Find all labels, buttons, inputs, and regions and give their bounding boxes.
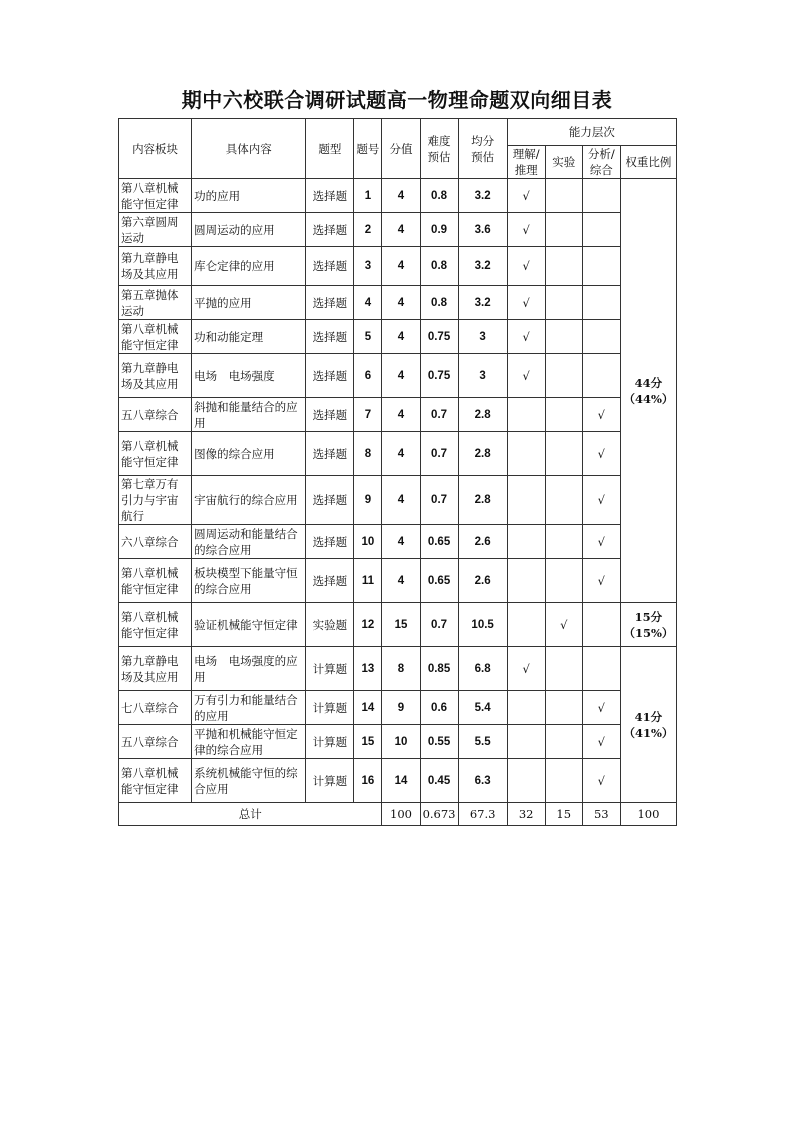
block-cell: 第九章静电场及其应用 bbox=[119, 354, 192, 398]
experiment-cell bbox=[545, 525, 582, 559]
type-cell: 计算题 bbox=[306, 759, 354, 803]
content-cell: 万有引力和能量结合的应用 bbox=[192, 691, 306, 725]
average-cell: 2.8 bbox=[458, 432, 507, 476]
header-content: 具体内容 bbox=[192, 119, 306, 179]
table-row bbox=[119, 525, 677, 559]
experiment-cell bbox=[545, 647, 582, 691]
experiment-cell bbox=[545, 286, 582, 320]
type-cell: 选择题 bbox=[306, 476, 354, 525]
type-cell: 计算题 bbox=[306, 725, 354, 759]
content-cell: 电场 电场强度的应用 bbox=[192, 647, 306, 691]
detail-table bbox=[118, 118, 677, 826]
total-experiment: 15 bbox=[545, 803, 582, 826]
average-cell: 3.6 bbox=[458, 213, 507, 247]
analysis-cell bbox=[582, 247, 620, 286]
header-difficulty: 难度 预估 bbox=[420, 119, 458, 179]
total-weight: 100 bbox=[620, 803, 676, 826]
content-cell: 库仑定律的应用 bbox=[192, 247, 306, 286]
total-score: 100 bbox=[382, 803, 420, 826]
header-weight: 权重比例 bbox=[620, 146, 676, 179]
experiment-cell bbox=[545, 432, 582, 476]
block-cell: 第八章机械能守恒定律 bbox=[119, 603, 192, 647]
content-cell: 图像的综合应用 bbox=[192, 432, 306, 476]
average-cell: 3 bbox=[458, 320, 507, 354]
num-cell: 7 bbox=[354, 398, 382, 432]
type-cell: 选择题 bbox=[306, 179, 354, 213]
score-cell: 4 bbox=[382, 247, 420, 286]
type-cell: 选择题 bbox=[306, 286, 354, 320]
understand-cell: √ bbox=[507, 213, 545, 247]
difficulty-cell: 0.6 bbox=[420, 691, 458, 725]
average-cell: 2.8 bbox=[458, 398, 507, 432]
num-cell: 14 bbox=[354, 691, 382, 725]
content-cell: 电场 电场强度 bbox=[192, 354, 306, 398]
analysis-cell bbox=[582, 603, 620, 647]
header-average: 均分 预估 bbox=[458, 119, 507, 179]
block-cell: 第八章机械能守恒定律 bbox=[119, 432, 192, 476]
type-cell: 实验题 bbox=[306, 603, 354, 647]
table-row bbox=[119, 559, 677, 603]
block-cell: 第九章静电场及其应用 bbox=[119, 247, 192, 286]
understand-cell bbox=[507, 559, 545, 603]
score-cell: 4 bbox=[382, 398, 420, 432]
block-cell: 第八章机械能守恒定律 bbox=[119, 179, 192, 213]
table-row bbox=[119, 432, 677, 476]
score-cell: 4 bbox=[382, 525, 420, 559]
score-cell: 10 bbox=[382, 725, 420, 759]
block-cell: 第八章机械能守恒定律 bbox=[119, 320, 192, 354]
score-cell: 15 bbox=[382, 603, 420, 647]
content-cell: 验证机械能守恒定律 bbox=[192, 603, 306, 647]
understand-cell bbox=[507, 691, 545, 725]
experiment-cell bbox=[545, 320, 582, 354]
header-ability: 能力层次 bbox=[507, 119, 676, 146]
analysis-cell: √ bbox=[582, 398, 620, 432]
total-label: 总计 bbox=[119, 803, 382, 826]
experiment-cell bbox=[545, 759, 582, 803]
analysis-cell bbox=[582, 213, 620, 247]
num-cell: 10 bbox=[354, 525, 382, 559]
difficulty-cell: 0.75 bbox=[420, 354, 458, 398]
block-cell: 六八章综合 bbox=[119, 525, 192, 559]
weight-cell-calculation: 41分 （41%） bbox=[620, 647, 676, 803]
difficulty-cell: 0.8 bbox=[420, 286, 458, 320]
score-cell: 4 bbox=[382, 179, 420, 213]
understand-cell bbox=[507, 525, 545, 559]
total-row bbox=[119, 803, 677, 826]
table-row bbox=[119, 603, 677, 647]
analysis-cell: √ bbox=[582, 476, 620, 525]
analysis-cell: √ bbox=[582, 432, 620, 476]
header-row-1 bbox=[119, 119, 677, 146]
num-cell: 5 bbox=[354, 320, 382, 354]
experiment-cell: √ bbox=[545, 603, 582, 647]
block-cell: 第五章抛体运动 bbox=[119, 286, 192, 320]
analysis-cell bbox=[582, 179, 620, 213]
difficulty-cell: 0.8 bbox=[420, 247, 458, 286]
block-cell: 五八章综合 bbox=[119, 398, 192, 432]
average-cell: 3.2 bbox=[458, 286, 507, 320]
num-cell: 4 bbox=[354, 286, 382, 320]
table-row bbox=[119, 725, 677, 759]
content-cell: 功的应用 bbox=[192, 179, 306, 213]
experiment-cell bbox=[545, 691, 582, 725]
table-row bbox=[119, 691, 677, 725]
difficulty-cell: 0.9 bbox=[420, 213, 458, 247]
average-cell: 3.2 bbox=[458, 179, 507, 213]
experiment-cell bbox=[545, 179, 582, 213]
block-cell: 第七章万有引力与宇宙航行 bbox=[119, 476, 192, 525]
analysis-cell: √ bbox=[582, 759, 620, 803]
score-cell: 4 bbox=[382, 354, 420, 398]
type-cell: 选择题 bbox=[306, 559, 354, 603]
block-cell: 第八章机械能守恒定律 bbox=[119, 759, 192, 803]
total-difficulty: 0.673 bbox=[420, 803, 458, 826]
understand-cell: √ bbox=[507, 247, 545, 286]
experiment-cell bbox=[545, 354, 582, 398]
experiment-cell bbox=[545, 398, 582, 432]
header-understand: 理解/ 推理 bbox=[507, 146, 545, 179]
analysis-cell bbox=[582, 647, 620, 691]
type-cell: 选择题 bbox=[306, 213, 354, 247]
type-cell: 选择题 bbox=[306, 320, 354, 354]
analysis-cell bbox=[582, 286, 620, 320]
block-cell: 第八章机械能守恒定律 bbox=[119, 559, 192, 603]
understand-cell: √ bbox=[507, 320, 545, 354]
table-row bbox=[119, 320, 677, 354]
header-type: 题型 bbox=[306, 119, 354, 179]
difficulty-cell: 0.45 bbox=[420, 759, 458, 803]
content-cell: 板块模型下能量守恒的综合应用 bbox=[192, 559, 306, 603]
total-analysis: 53 bbox=[582, 803, 620, 826]
block-cell: 五八章综合 bbox=[119, 725, 192, 759]
table-row bbox=[119, 354, 677, 398]
weight-cell-experiment: 15分 （15%） bbox=[620, 603, 676, 647]
content-cell: 宇宙航行的综合应用 bbox=[192, 476, 306, 525]
experiment-cell bbox=[545, 213, 582, 247]
average-cell: 2.6 bbox=[458, 559, 507, 603]
experiment-cell bbox=[545, 725, 582, 759]
difficulty-cell: 0.85 bbox=[420, 647, 458, 691]
score-cell: 4 bbox=[382, 320, 420, 354]
average-cell: 3 bbox=[458, 354, 507, 398]
block-cell: 第九章静电场及其应用 bbox=[119, 647, 192, 691]
understand-cell bbox=[507, 476, 545, 525]
score-cell: 4 bbox=[382, 213, 420, 247]
average-cell: 5.4 bbox=[458, 691, 507, 725]
average-cell: 10.5 bbox=[458, 603, 507, 647]
score-cell: 14 bbox=[382, 759, 420, 803]
table-row bbox=[119, 179, 677, 213]
table-row bbox=[119, 398, 677, 432]
experiment-cell bbox=[545, 559, 582, 603]
understand-cell: √ bbox=[507, 354, 545, 398]
content-cell: 功和动能定理 bbox=[192, 320, 306, 354]
difficulty-cell: 0.7 bbox=[420, 476, 458, 525]
average-cell: 6.8 bbox=[458, 647, 507, 691]
num-cell: 11 bbox=[354, 559, 382, 603]
difficulty-cell: 0.75 bbox=[420, 320, 458, 354]
average-cell: 3.2 bbox=[458, 247, 507, 286]
analysis-cell: √ bbox=[582, 525, 620, 559]
type-cell: 选择题 bbox=[306, 398, 354, 432]
type-cell: 选择题 bbox=[306, 247, 354, 286]
content-cell: 平抛和机械能守恒定律的综合应用 bbox=[192, 725, 306, 759]
average-cell: 6.3 bbox=[458, 759, 507, 803]
table-row bbox=[119, 213, 677, 247]
score-cell: 8 bbox=[382, 647, 420, 691]
understand-cell bbox=[507, 725, 545, 759]
table-row bbox=[119, 759, 677, 803]
num-cell: 15 bbox=[354, 725, 382, 759]
num-cell: 16 bbox=[354, 759, 382, 803]
difficulty-cell: 0.7 bbox=[420, 432, 458, 476]
total-average: 67.3 bbox=[458, 803, 507, 826]
understand-cell bbox=[507, 759, 545, 803]
num-cell: 8 bbox=[354, 432, 382, 476]
average-cell: 2.6 bbox=[458, 525, 507, 559]
type-cell: 计算题 bbox=[306, 691, 354, 725]
difficulty-cell: 0.8 bbox=[420, 179, 458, 213]
experiment-cell bbox=[545, 476, 582, 525]
header-num: 题号 bbox=[354, 119, 382, 179]
num-cell: 13 bbox=[354, 647, 382, 691]
analysis-cell bbox=[582, 320, 620, 354]
table-row bbox=[119, 286, 677, 320]
num-cell: 3 bbox=[354, 247, 382, 286]
difficulty-cell: 0.7 bbox=[420, 398, 458, 432]
content-cell: 系统机械能守恒的综合应用 bbox=[192, 759, 306, 803]
num-cell: 9 bbox=[354, 476, 382, 525]
block-cell: 七八章综合 bbox=[119, 691, 192, 725]
average-cell: 2.8 bbox=[458, 476, 507, 525]
understand-cell: √ bbox=[507, 179, 545, 213]
num-cell: 2 bbox=[354, 213, 382, 247]
header-block: 内容板块 bbox=[119, 119, 192, 179]
analysis-cell bbox=[582, 354, 620, 398]
understand-cell bbox=[507, 398, 545, 432]
num-cell: 12 bbox=[354, 603, 382, 647]
understand-cell: √ bbox=[507, 647, 545, 691]
difficulty-cell: 0.7 bbox=[420, 603, 458, 647]
score-cell: 4 bbox=[382, 476, 420, 525]
analysis-cell: √ bbox=[582, 559, 620, 603]
experiment-cell bbox=[545, 247, 582, 286]
table-row bbox=[119, 476, 677, 525]
total-understand: 32 bbox=[507, 803, 545, 826]
analysis-cell: √ bbox=[582, 691, 620, 725]
average-cell: 5.5 bbox=[458, 725, 507, 759]
header-experiment: 实验 bbox=[545, 146, 582, 179]
score-cell: 9 bbox=[382, 691, 420, 725]
content-cell: 斜抛和能量结合的应用 bbox=[192, 398, 306, 432]
num-cell: 1 bbox=[354, 179, 382, 213]
content-cell: 圆周运动的应用 bbox=[192, 213, 306, 247]
block-cell: 第六章圆周运动 bbox=[119, 213, 192, 247]
type-cell: 选择题 bbox=[306, 432, 354, 476]
difficulty-cell: 0.65 bbox=[420, 559, 458, 603]
score-cell: 4 bbox=[382, 432, 420, 476]
type-cell: 计算题 bbox=[306, 647, 354, 691]
content-cell: 平抛的应用 bbox=[192, 286, 306, 320]
table-row bbox=[119, 647, 677, 691]
header-analysis: 分析/ 综合 bbox=[582, 146, 620, 179]
analysis-cell: √ bbox=[582, 725, 620, 759]
difficulty-cell: 0.65 bbox=[420, 525, 458, 559]
weight-cell-choice: 44分 （44%） bbox=[620, 179, 676, 603]
header-score: 分值 bbox=[382, 119, 420, 179]
understand-cell: √ bbox=[507, 286, 545, 320]
score-cell: 4 bbox=[382, 286, 420, 320]
num-cell: 6 bbox=[354, 354, 382, 398]
understand-cell bbox=[507, 603, 545, 647]
content-cell: 圆周运动和能量结合的综合应用 bbox=[192, 525, 306, 559]
page-title: 期中六校联合调研试题高一物理命题双向细目表 bbox=[181, 88, 613, 112]
understand-cell bbox=[507, 432, 545, 476]
type-cell: 选择题 bbox=[306, 525, 354, 559]
type-cell: 选择题 bbox=[306, 354, 354, 398]
difficulty-cell: 0.55 bbox=[420, 725, 458, 759]
table-row bbox=[119, 247, 677, 286]
score-cell: 4 bbox=[382, 559, 420, 603]
